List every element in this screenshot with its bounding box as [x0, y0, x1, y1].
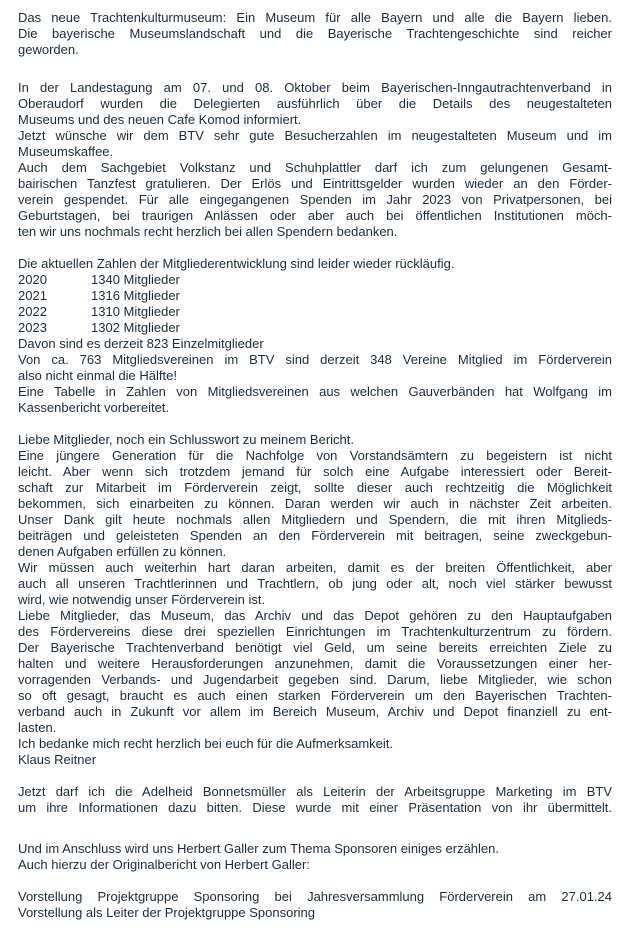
text-line: lasten.	[18, 720, 57, 735]
text-line: auch all unseren Trachtlerinnen und Trachtlern, ob jung oder alt, noch viel stärker bewusst	[18, 576, 612, 591]
text-line: um ihre Informationen dazu bitten. Diese wurde mit einer Präsentation von ihr übermittelt.	[18, 800, 612, 815]
text-line: Die bayerische Museumslandschaft und die Bayerische Trachtengeschichte sind reicher	[18, 26, 612, 41]
blank-line	[18, 416, 612, 432]
text-line: Unser Dank gilt heute nochmals allen Mitgliedern und Spendern, die mit ihren Mitglieds-	[18, 512, 612, 527]
text-line: Auch hierzu der Originalbericht von Herbert Galler:	[18, 857, 310, 872]
blank-line	[18, 873, 612, 889]
text-line: Davon sind es derzeit 823 Einzelmitglieder	[18, 336, 264, 351]
text-line: Wir müssen auch weiterhin hart daran arbeiten, damit es der breiten Öffentlichkeit, aber	[18, 560, 612, 575]
text-line: Der Bayerische Trachtenverband benötigt viel Geld, um seine bereits erreichten Ziele zu	[18, 640, 612, 655]
blank-line	[18, 816, 612, 841]
text-line: Die aktuellen Zahlen der Mitgliederentwicklung sind leider wieder rückläufig.	[18, 256, 455, 271]
text-line: so oft gesagt, braucht es auch einen starken Förderverein um den Bayerischen Trachten-	[18, 688, 612, 703]
text-line: verein gespendet. Für alle eingegangenen Spenden im Jahr 2023 von Privatpersonen, bei	[18, 192, 612, 207]
text-line: Auch dem Sachgebiet Volkstanz und Schuhplattler darf ich zum gelungenen Gesamt-	[18, 160, 612, 175]
text-line: Ich bedanke mich recht herzlich bei euch für die Aufmerksamkeit.	[18, 736, 394, 751]
text-line: Museumskaffee.	[18, 144, 114, 159]
text-line: schaft zur Mitarbeit im Förderverein zeigt, sollte dieser auch rechtzeitig die Möglichkeit	[18, 480, 612, 495]
text-line: Vorstellung als Leiter der Projektgruppe Sponsoring	[18, 905, 316, 920]
count-cell: 1316 Mitglieder	[91, 288, 180, 303]
blank-line	[18, 768, 612, 784]
text-line: des Fördervereins diese drei speziellen Einrichtungen im Trachtenkulturzentrum zu fördern.	[18, 624, 612, 639]
text-line	[18, 272, 612, 288]
text-line: vorragenden Verbands- und Jugendarbeit gegeben sind. Darum, liebe Mitglieder, wie schon	[18, 672, 612, 687]
text-line: bairischen Tanzfest gratulieren. Der Erlös und Eintrittsgelder wurden wieder an den Förder-	[18, 176, 612, 191]
text-line: Jetzt wünsche wir dem BTV sehr gute Besucherzahlen im neugestalteten Museum und im	[18, 128, 612, 143]
text-line	[18, 304, 612, 320]
text-line: halten und weitere Herausforderungen anzunehmen, damit die Voraussetzungen einer her-	[18, 656, 612, 671]
text-line: ten wir uns nochmals recht herzlich bei allen Spendern bedanken.	[18, 224, 398, 239]
blank-line	[18, 240, 612, 256]
text-line: Museums und des neuen Cafe Komod informiert.	[18, 112, 302, 127]
text-line: Oberaudorf wurden die Delegierten ausführlich über die Details des neugestalteten	[18, 96, 612, 111]
year-cell: 2022	[18, 304, 47, 319]
text-line: Von ca. 763 Mitgliedsvereinen im BTV sind derzeit 348 Vereine Mitglied im Förderverein	[18, 352, 612, 367]
count-cell: 1310 Mitglieder	[91, 304, 180, 319]
text-line: In der Landestagung am 07. und 08. Oktober beim Bayerischen-Inngautrachtenverband in	[18, 80, 612, 95]
text-line: Liebe Mitglieder, das Museum, das Archiv und das Depot gehören zu den Hauptaufgaben	[18, 608, 612, 623]
count-cell: 1340 Mitglieder	[91, 272, 180, 287]
text-line: Jetzt darf ich die Adelheid Bonnetsmüller als Leiterin der Arbeitsgruppe Marketing im BTV	[18, 784, 612, 799]
text-line: geworden.	[18, 42, 79, 57]
blank-line	[18, 58, 612, 80]
text-line: Vorstellung Projektgruppe Sponsoring bei Jahresversammlung Förderverein am 27.01.24	[18, 889, 612, 904]
document-text	[18, 10, 612, 921]
text-line: wird, wie notwendig unser Förderverein ist.	[18, 592, 266, 607]
text-line: verband auch in Zukunft vor allem im Bereich Museum, Archiv und Depot finanziell zu ent-	[18, 704, 612, 719]
text-line: Kassenbericht vorbereitet.	[18, 400, 170, 415]
text-line: Geburtstagen, bei traurigen Anlässen oder aber auch bei öffentlichen Institutionen möch-	[18, 208, 612, 223]
text-line: denen Aufgaben erfüllen zu können.	[18, 544, 227, 559]
text-line: Das neue Trachtenkulturmuseum: Ein Museum für alle Bayern und alle die Bayern lieben.	[18, 10, 612, 25]
text-line: Eine Tabelle in Zahlen von Mitgliedsvereinen aus welchen Gauverbänden hat Wolfgang im	[18, 384, 612, 399]
text-line	[18, 320, 612, 336]
year-cell: 2023	[18, 320, 47, 335]
text-line: leicht. Aber wenn sich trotzdem jemand für solch eine Aufgabe interessiert oder Bereit-	[18, 464, 612, 479]
text-line: Und im Anschluss wird uns Herbert Galler zum Thema Sponsoren einiges erzählen.	[18, 841, 499, 856]
text-line: Eine jüngere Generation für die Nachfolge von Vorstandsämtern zu begeistern ist nicht	[18, 448, 612, 463]
text-line: Liebe Mitglieder, noch ein Schlusswort zu meinem Bericht.	[18, 432, 354, 447]
text-line: Klaus Reitner	[18, 752, 97, 767]
text-line	[18, 288, 612, 304]
text-line: beiträgen und geleisteten Spenden an den Förderverein mit beitragen, seine zweckgebun-	[18, 528, 612, 543]
text-line: bekommen, sich einarbeiten zu können. Daran werden wir auch in nächster Zeit arbeiten.	[18, 496, 612, 511]
count-cell: 1302 Mitglieder	[91, 320, 180, 335]
year-cell: 2020	[18, 272, 47, 287]
year-cell: 2021	[18, 288, 47, 303]
text-line: also nicht einmal die Hälfte!	[18, 368, 177, 383]
